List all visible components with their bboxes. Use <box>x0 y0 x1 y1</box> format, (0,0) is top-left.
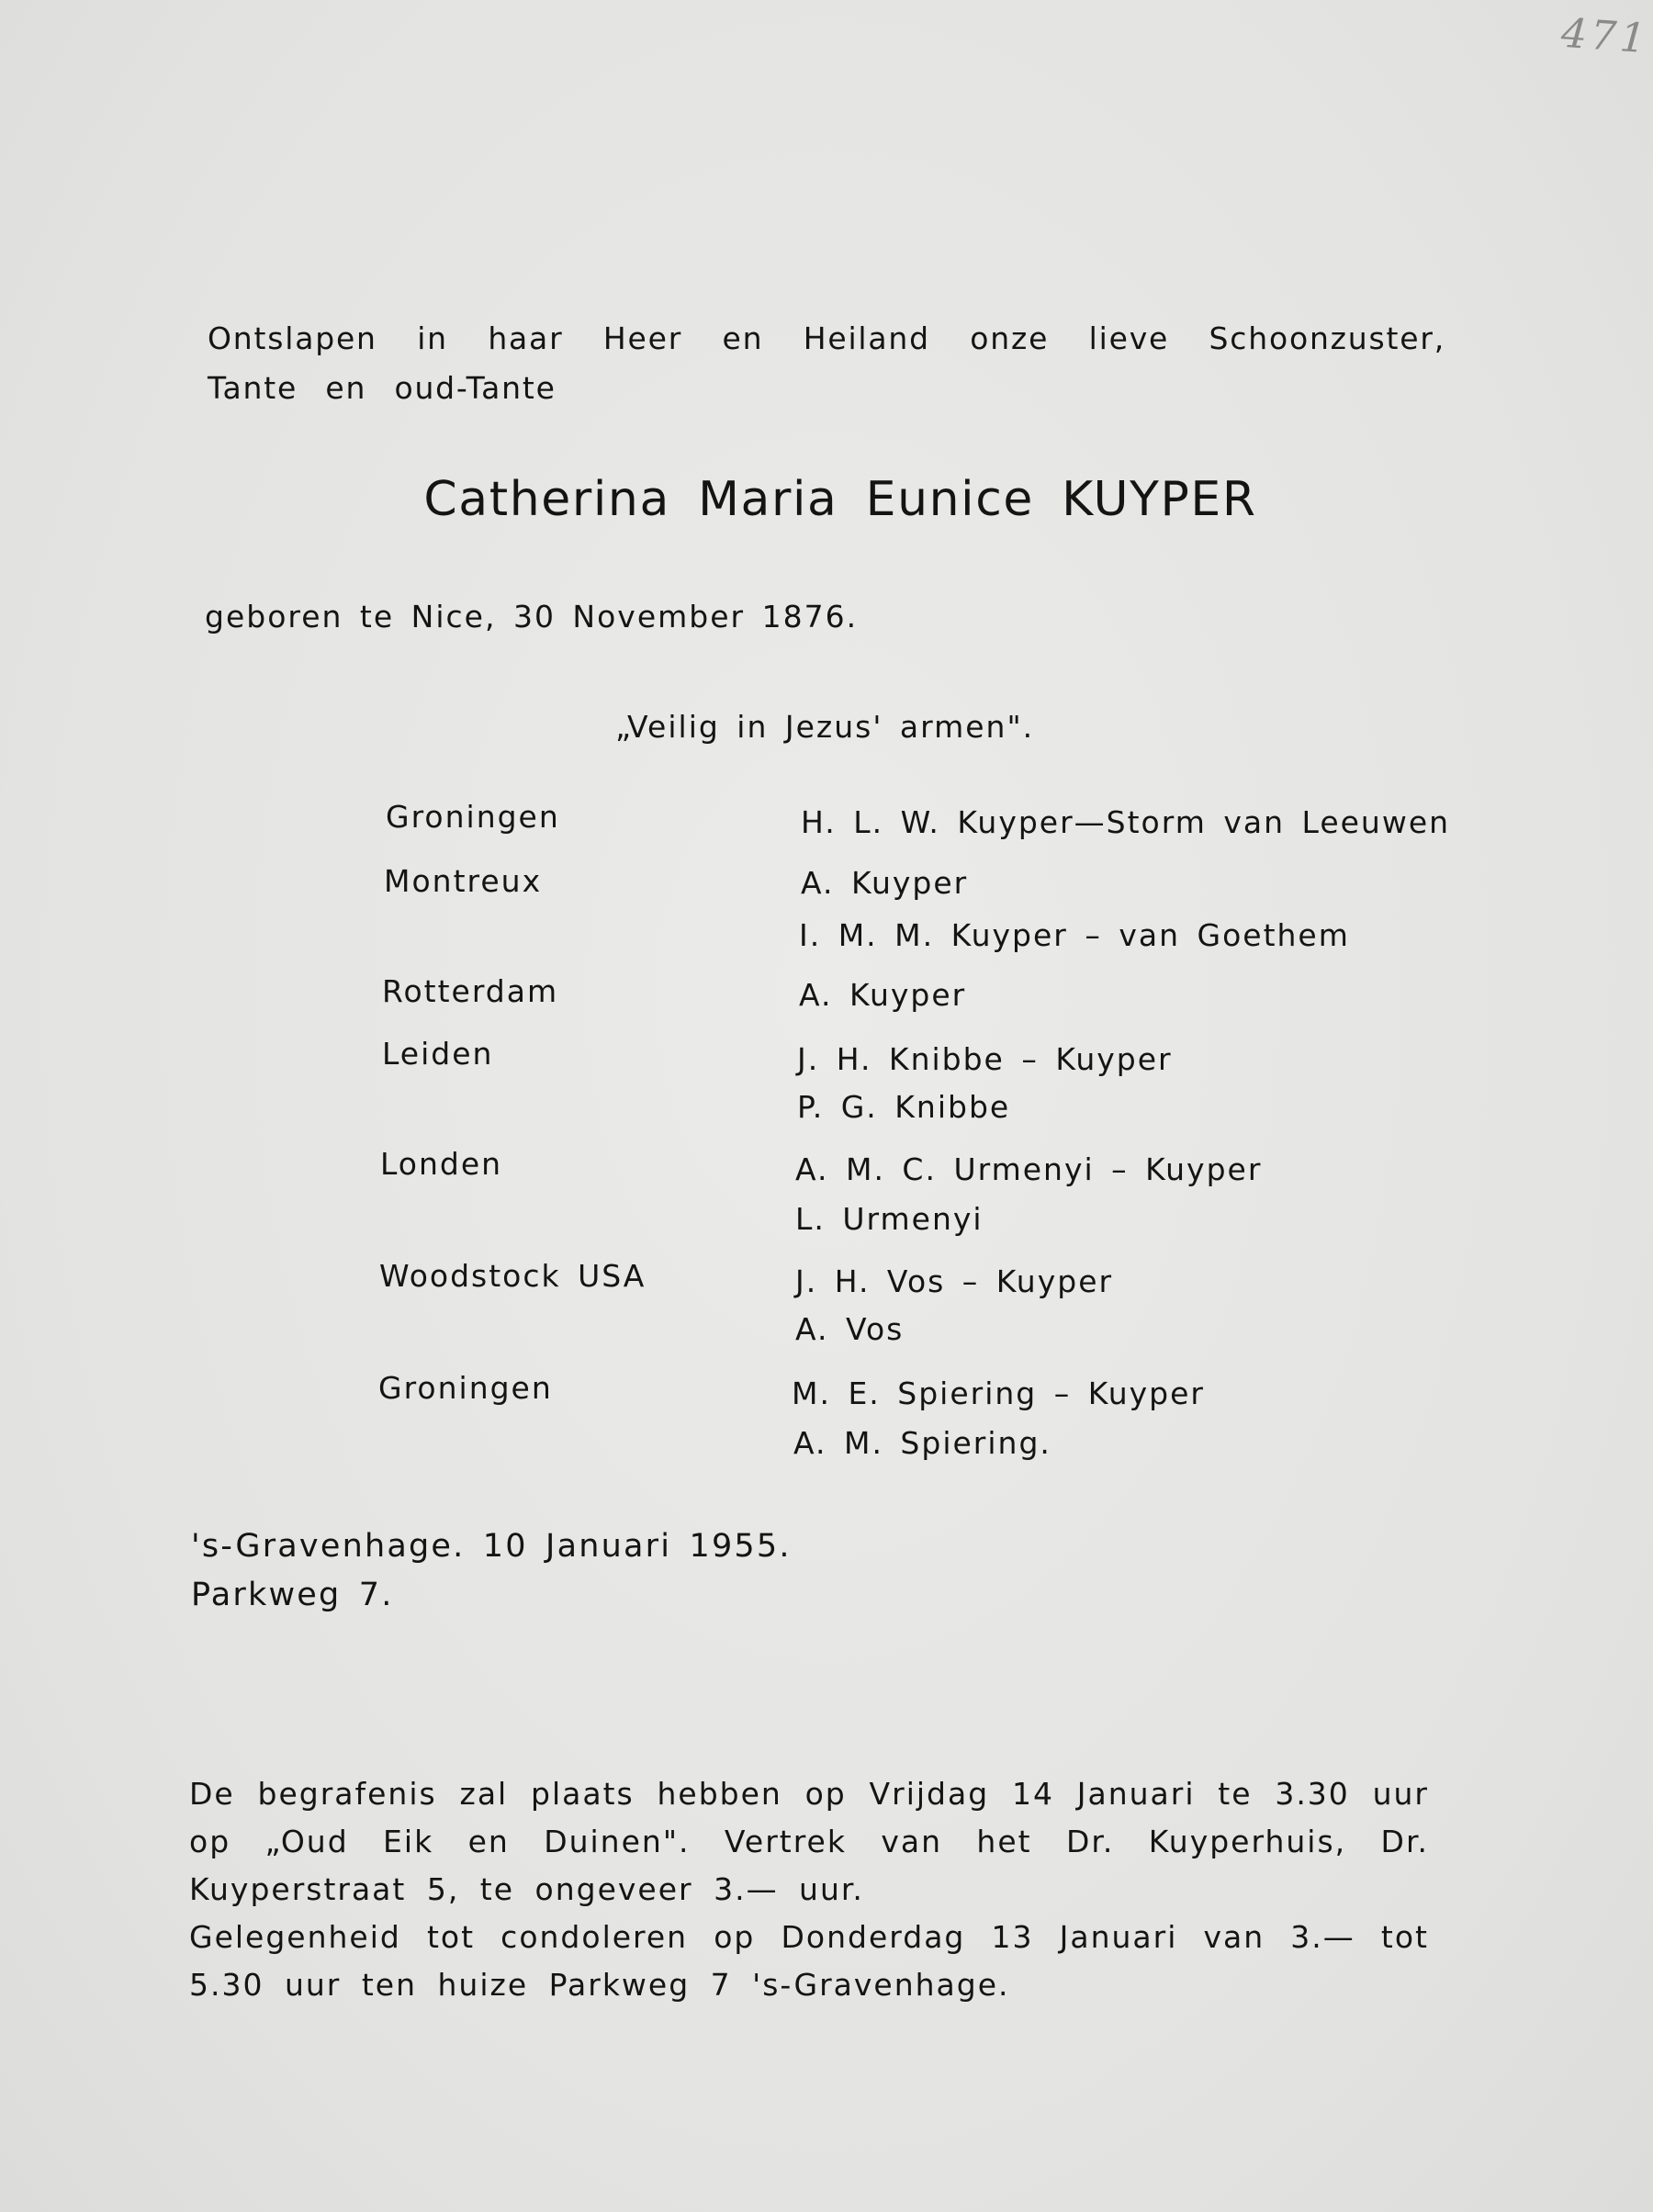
family-person: A. Vos <box>795 1311 905 1347</box>
family-person: H. L. W. Kuyper—Storm van Leeuwen <box>801 804 1451 840</box>
page-number: 471 <box>1559 9 1651 63</box>
family-place: Groningen <box>386 799 560 835</box>
family-person: J. H. Knibbe – Kuyper <box>797 1041 1173 1077</box>
funeral-details <box>189 1770 1429 2009</box>
funeral-paragraph: De begrafenis zal plaats hebben op Vrijdag 14 Januari te 3.30 uur op „Oud Eik en Duinen". Vertrek van het Dr. Kuyperhuis, Dr. Kuyperstraat 5, te ongeveer 3.— uur. <box>189 1776 1429 1907</box>
family-place: Rotterdam <box>382 973 559 1009</box>
family-person: A. Kuyper <box>799 977 967 1013</box>
intro-text: Ontslapen in haar Heer en Heiland onze lieve Schoonzuster, Tante en oud-Tante <box>208 320 1445 406</box>
motto: „Veilig in Jezus' armen". <box>615 709 1035 745</box>
family-person: A. M. Spiering. <box>793 1425 1051 1461</box>
place-date: 's-Gravenhage. 10 Januari 1955. <box>191 1528 792 1565</box>
family-place: Groningen <box>378 1370 553 1406</box>
family-place: Londen <box>380 1146 503 1182</box>
deceased-name: Catherina Maria Eunice KUYPER <box>423 472 1257 527</box>
family-person: A. M. C. Urmenyi – Kuyper <box>795 1151 1263 1187</box>
family-place: Montreux <box>384 863 543 899</box>
birth-line: geboren te Nice, 30 November 1876. <box>205 599 859 634</box>
family-person: M. E. Spiering – Kuyper <box>792 1375 1205 1411</box>
family-place: Woodstock USA <box>379 1258 647 1294</box>
family-person: J. H. Vos – Kuyper <box>795 1263 1114 1299</box>
signoff <box>191 1522 792 1620</box>
family-place: Leiden <box>382 1036 494 1072</box>
family-person: P. G. Knibbe <box>797 1089 1011 1125</box>
address: Parkweg 7. <box>191 1577 394 1613</box>
family-person: L. Urmenyi <box>795 1201 984 1237</box>
condolence-paragraph: Gelegenheid tot condoleren op Donderdag 13 Januari van 3.— tot 5.30 uur ten huize Parkweg 7 's-Gravenhage. <box>189 1919 1429 2003</box>
family-person: I. M. M. Kuyper – van Goethem <box>799 917 1350 953</box>
family-person: A. Kuyper <box>801 865 969 901</box>
